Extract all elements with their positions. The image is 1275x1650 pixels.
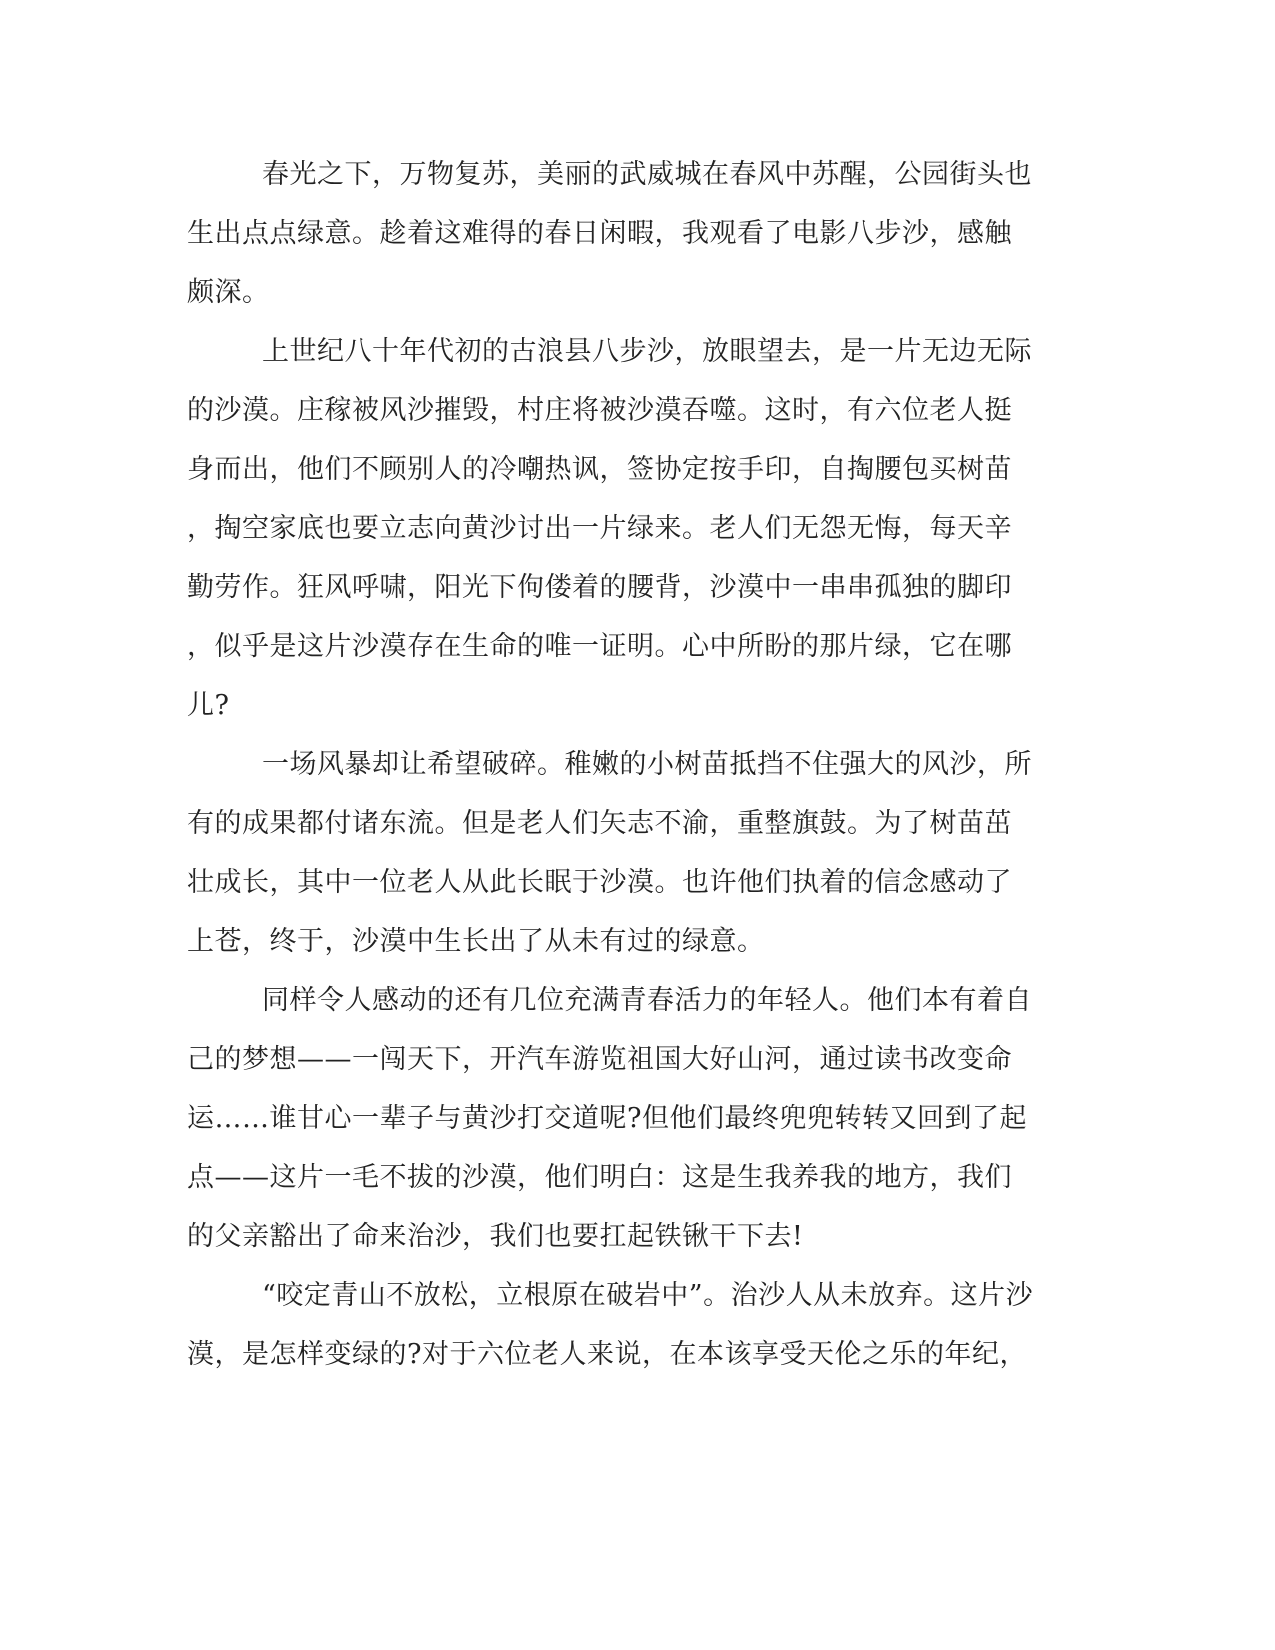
essay-line: 春光之下，万物复苏，美丽的武威城在春风中苏醒，公园街头也 (262, 159, 1032, 190)
essay-line: 一场风暴却让希望破碎。稚嫩的小树苗抵挡不住强大的风沙，所 (262, 749, 1032, 780)
essay-line: 儿? (187, 690, 230, 721)
essay-line: 的父亲豁出了命来治沙，我们也要扛起铁锹干下去! (187, 1221, 804, 1252)
essay-line: “咬定青山不放松，立根原在破岩中”。治沙人从未放弃。这片沙 (262, 1280, 1034, 1311)
essay-line: 点——这片一毛不拔的沙漠，他们明白：这是生我养我的地方，我们 (187, 1162, 1012, 1193)
essay-line: 有的成果都付诸东流。但是老人们矢志不渝，重整旗鼓。为了树苗茁 (187, 808, 1012, 839)
essay-line: 己的梦想——一闯天下，开汽车游览祖国大好山河，通过读书改变命 (187, 1044, 1012, 1075)
essay-line: 上苍，终于，沙漠中生长出了从未有过的绿意。 (187, 926, 765, 957)
essay-line: 身而出，他们不顾别人的冷嘲热讽，签协定按手印，自掏腰包买树苗 (187, 454, 1012, 485)
essay-line: 壮成长，其中一位老人从此长眠于沙漠。也许他们执着的信念感动了 (187, 867, 1012, 898)
essay-line: 的沙漠。庄稼被风沙摧毁，村庄将被沙漠吞噬。这时，有六位老人挺 (187, 395, 1012, 426)
essay-line: ，似乎是这片沙漠存在生命的唯一证明。心中所盼的那片绿，它在哪 (187, 631, 1012, 662)
essay-line: 勤劳作。狂风呼啸，阳光下佝偻着的腰背，沙漠中一串串孤独的脚印 (187, 572, 1012, 603)
essay-line: 上世纪八十年代初的古浪县八步沙，放眼望去，是一片无边无际 (262, 336, 1032, 367)
essay-line: 漠，是怎样变绿的?对于六位老人来说，在本该享受天伦之乐的年纪， (187, 1339, 1027, 1370)
essay-line: 颇深。 (187, 277, 270, 308)
essay-line: 同样令人感动的还有几位充满青春活力的年轻人。他们本有着自 (262, 985, 1032, 1016)
essay-line: 运……谁甘心一辈子与黄沙打交道呢?但他们最终兜兜转转又回到了起 (187, 1103, 1027, 1134)
essay-line: ，掏空家底也要立志向黄沙讨出一片绿来。老人们无怨无悔，每天辛 (187, 513, 1012, 544)
essay-line: 生出点点绿意。趁着这难得的春日闲暇，我观看了电影八步沙，感触 (187, 218, 1012, 249)
